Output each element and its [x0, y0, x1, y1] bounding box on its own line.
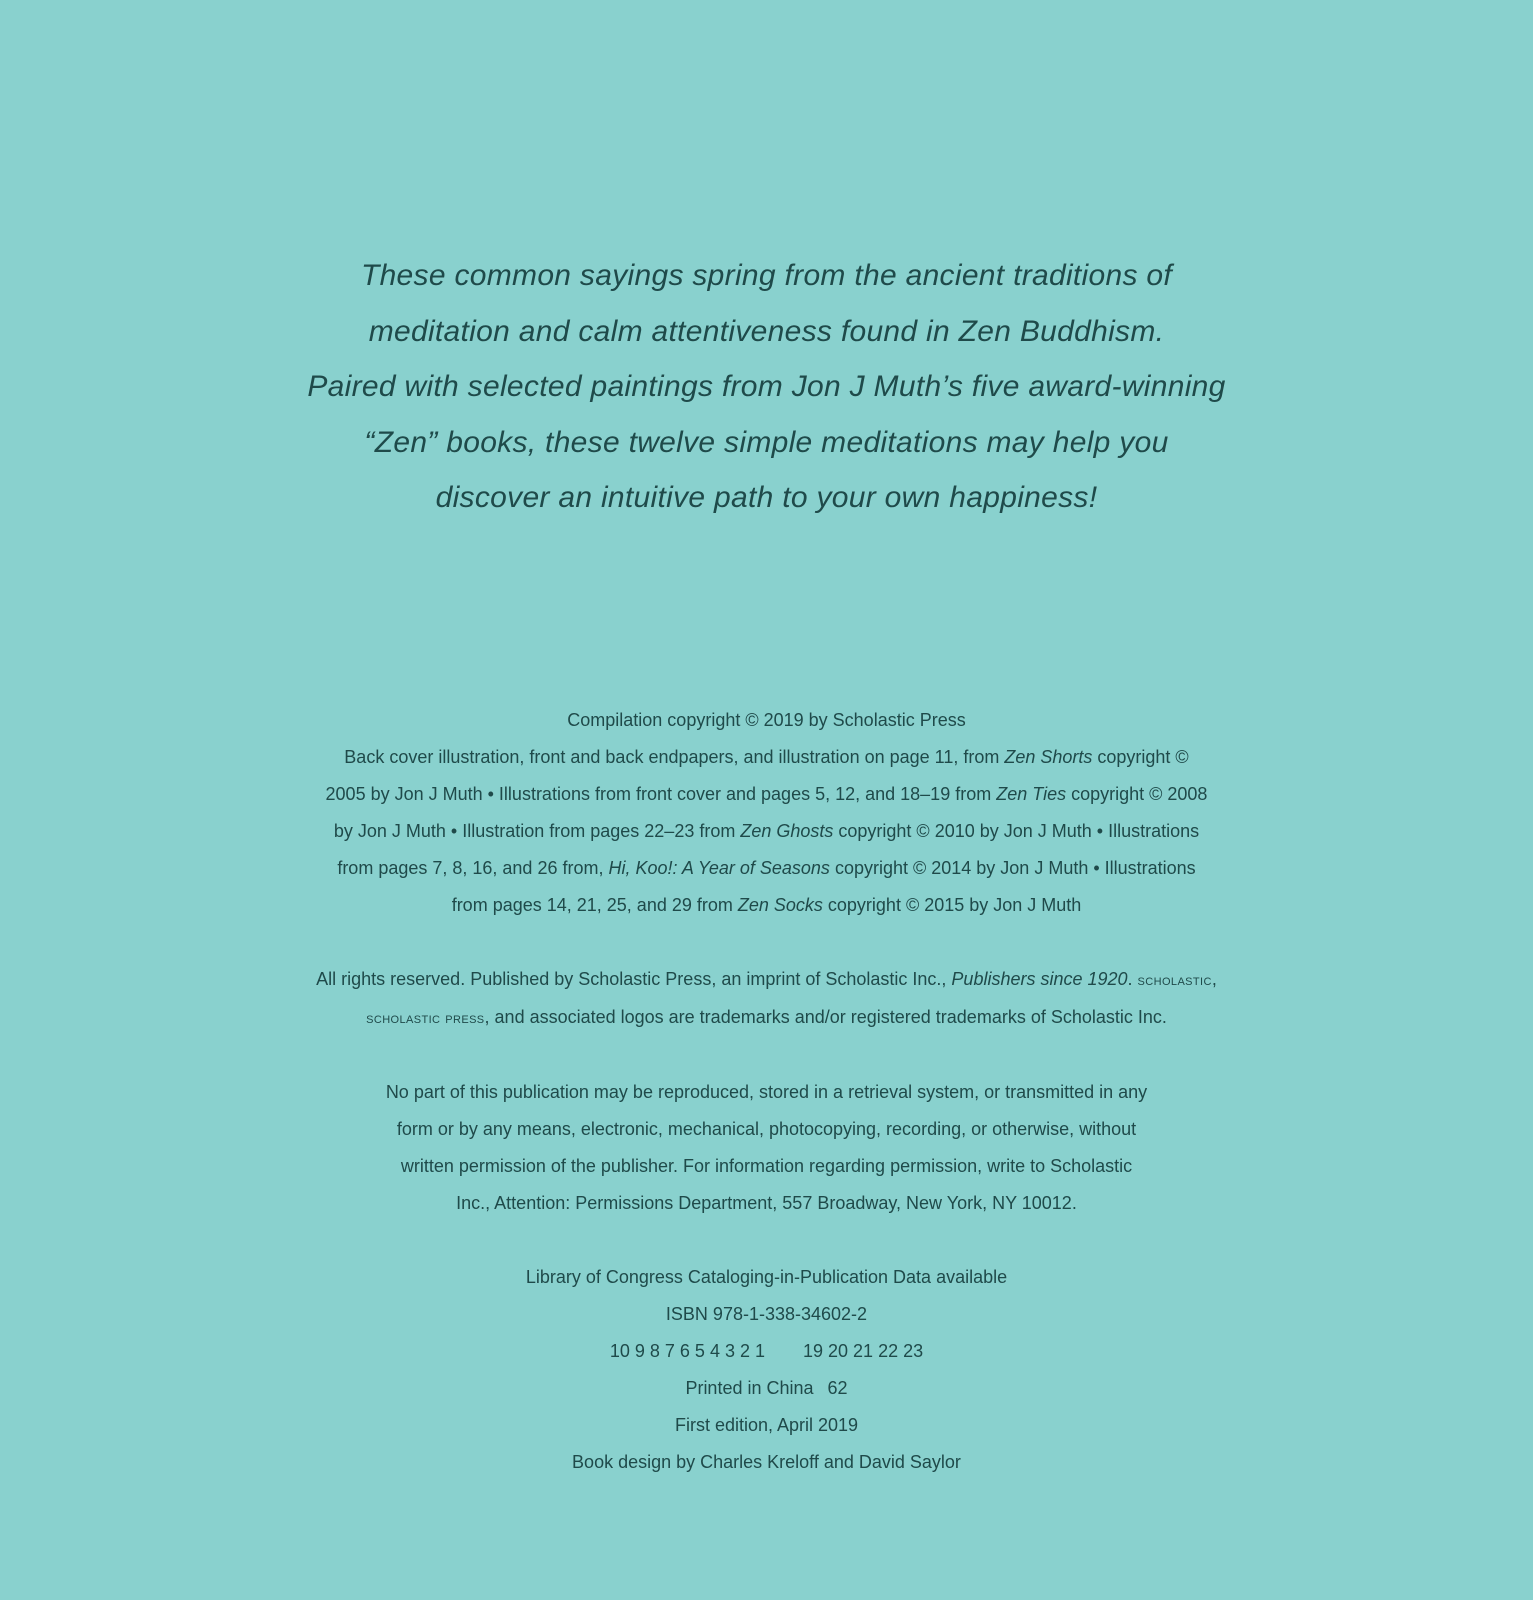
printed-in-line: [240, 1370, 1293, 1407]
credit-line: [240, 813, 1293, 850]
book-title: Zen Ghosts: [740, 821, 834, 841]
permission-line: Inc., Attention: Permissions Department, 557 Broadway, New York, NY 10012.: [456, 1193, 1077, 1213]
library-of-congress: Library of Congress Cataloging-in-Publication Data available: [525, 1267, 1008, 1287]
credit-text: copyright ©: [1092, 747, 1189, 767]
rights-statement: [240, 961, 1293, 1037]
printing-years: 19 20 21 22 23: [803, 1341, 924, 1361]
book-title: Hi, Koo!: A Year of Seasons: [608, 858, 830, 878]
credit-line: [240, 776, 1293, 813]
permission-statement: [240, 1074, 1293, 1222]
book-title: Zen Socks: [737, 895, 823, 915]
intro-statement: [250, 248, 1283, 526]
printing-numbers: 10 9 8 7 6 5 4 3 2 1: [609, 1341, 765, 1361]
trademark-scholastic: scholastic: [1137, 972, 1212, 989]
permission-line: form or by any means, electronic, mechanical, photocopying, recording, or otherwise, without: [396, 1119, 1137, 1139]
intro-line: “Zen” books, these twelve simple meditations may help you: [364, 425, 1169, 459]
book-design-credit: Book design by Charles Kreloff and David Saylor: [572, 1452, 961, 1472]
credit-line: [240, 887, 1293, 924]
credit-line: [240, 850, 1293, 887]
credit-text: copyright © 2008: [1066, 784, 1208, 804]
rights-text: ,: [1211, 969, 1217, 989]
intro-line: meditation and calm attentiveness found in Zen Buddhism.: [368, 314, 1165, 348]
credit-text: by Jon J Muth • Illustration from pages 22–23 from: [333, 821, 741, 841]
credit-text: from pages 14, 21, 25, and 29 from: [451, 895, 738, 915]
printed-code: 62: [827, 1378, 848, 1398]
permission-line: No part of this publication may be reproduced, stored in a retrieval system, or transmitted in any: [385, 1082, 1148, 1102]
publisher-tagline: Publishers since 1920: [951, 969, 1128, 989]
credit-text: 2005 by Jon J Muth • Illustrations from front cover and pages 5, 12, and 18–19 from: [325, 784, 997, 804]
isbn: ISBN 978-1-338-34602-2: [665, 1304, 868, 1324]
rights-text: , and associated logos are trademarks and/or registered trademarks of Scholastic Inc.: [484, 1007, 1167, 1027]
credit-text: from pages 7, 8, 16, and 26 from,: [337, 858, 609, 878]
credit-line: [240, 739, 1293, 776]
catalog-info: [240, 1259, 1293, 1481]
rights-text: All rights reserved. Published by Scholastic Press, an imprint of Scholastic Inc.,: [316, 969, 952, 989]
intro-line: These common sayings spring from the ancient traditions of: [360, 259, 1173, 292]
compilation-copyright: Compilation copyright © 2019 by Scholastic Press: [567, 710, 966, 730]
credit-text: copyright © 2010 by Jon J Muth • Illustrations: [833, 821, 1200, 841]
credit-text: copyright © 2015 by Jon J Muth: [822, 895, 1082, 915]
rights-text: .: [1127, 969, 1138, 989]
copyright-notice: [240, 702, 1293, 1518]
permission-line: written permission of the publisher. For information regarding permission, write to Scholastic: [400, 1156, 1133, 1176]
printed-in: Printed in China: [685, 1378, 814, 1398]
credit-text: Back cover illustration, front and back endpapers, and illustration on page 11, from: [344, 747, 1005, 767]
edition: First edition, April 2019: [674, 1415, 859, 1435]
printing-line: [240, 1333, 1293, 1370]
intro-line: discover an intuitive path to your own happiness!: [435, 481, 1098, 514]
rights-line: [240, 999, 1293, 1037]
book-title: Zen Shorts: [1004, 747, 1093, 767]
trademark-scholastic-press: scholastic press: [366, 1010, 485, 1027]
credit-text: copyright © 2014 by Jon J Muth • Illustrations: [829, 858, 1196, 878]
rights-line: [240, 961, 1293, 999]
illustration-credits: [240, 702, 1293, 924]
intro-line: Paired with selected paintings from Jon J Muth’s five award-winning: [307, 370, 1226, 403]
book-title: Zen Ties: [996, 784, 1067, 804]
